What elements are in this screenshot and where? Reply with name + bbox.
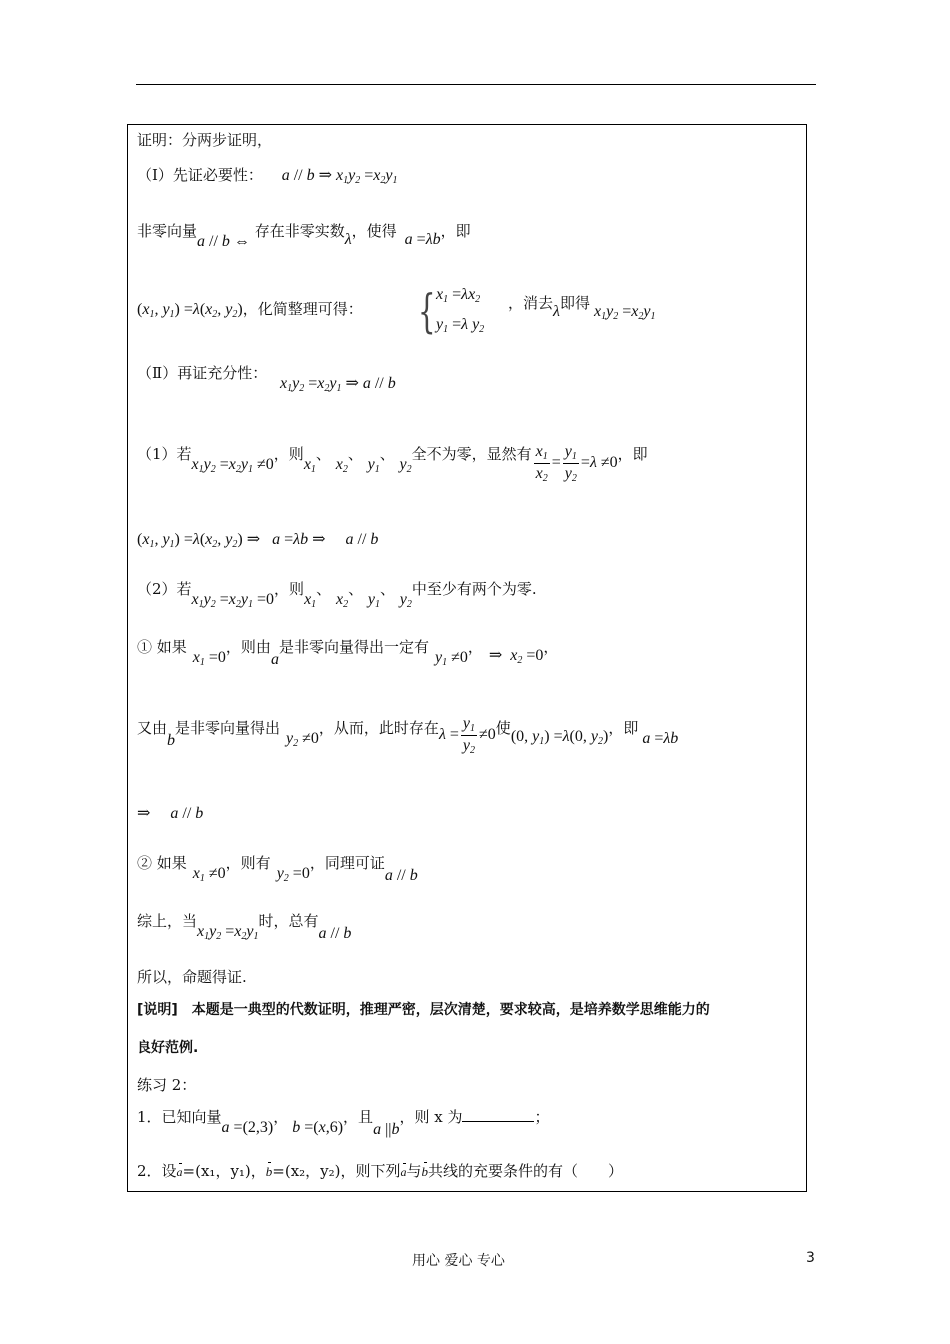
var-y1: $y_1$ [367,456,380,476]
formula-x1-zero: $x_1 =0$ [192,649,226,668]
q2-and: 与 [406,1162,422,1180]
sub1-nonzero: 是非零向量得出一定有 [278,638,429,656]
formula-coordinates: ($x_1$, $y_1) =\lambda(x_2$, $y_2$) [137,301,243,320]
symbol-lambda-2: λ [553,303,560,320]
case2-at-least-two: 中至少有两个为零. [411,580,537,598]
formula-necessity: a // b ⇒ $x_1y_2 =x_2y_1$ [281,167,398,186]
page-number: 3 [806,1250,815,1266]
case1-nonzero: 全不为零，显然有 [411,445,532,464]
var-a: a [270,651,279,668]
formula-case1-condition: $x_1y_2 =x_2y_1 \ne 0$ [191,456,274,476]
step1-line [137,166,397,187]
conclusion: 所以，命题得证. [137,968,247,986]
text-such-that: ，使得 [351,222,397,240]
case2-line [137,580,537,610]
formula-x2-zero: ⇒ $x_2 =0$ [488,647,544,666]
formula-parallel-2: a // b [384,867,418,884]
formula-a-parallel-b: a ||b [373,1121,400,1138]
sep-5: 、 [348,580,364,598]
formula-case2-condition: $x_1y_2 =x_2y_1 =0$ [191,591,275,610]
sub1b-nonzero: 是非零向量得出 [175,719,281,738]
exercise-q2 [137,1162,623,1180]
summary-line [137,912,352,942]
summary-always: 时，总有 [258,912,319,930]
var-x2: $x_2$ [335,456,348,476]
formula-a-vector: a =(2,3) [221,1119,274,1136]
text-ie: ，即 [440,222,471,240]
case1-if: （1）若 [137,445,192,464]
var-y1-b: $y_1$ [367,591,380,610]
step2-label: （Ⅱ）再证充分性： [137,364,268,382]
formula-a-lambda-b: a =λb [404,231,441,248]
formula-cross-product: $x_1y_2 =x_2y_1$ [593,303,656,322]
q1-known: 1．已知向量 [137,1108,222,1126]
formula-case1-result: ($x_1$, $y_1) =\lambda(x_2$, $y_2$) ⇒ a =λb ⇒ a // b [137,531,379,550]
sub1b-make: 使 [495,719,511,738]
text-obtain: 即得 [559,294,590,312]
symbol-lambda: λ [344,231,352,248]
note-text-2: 良好范例. [137,1040,199,1056]
sep-4: 、 [316,580,332,598]
var-y2: $y_2$ [399,456,412,476]
exercise-q1 [137,1108,550,1138]
q2-b-coords: =(x₂，y₂)，则下列 [272,1162,401,1180]
formula-parallel: a // b ⇔ [197,233,250,250]
sub1-line [137,638,559,668]
sub2-line [137,854,418,884]
case1-result-line [137,530,378,551]
formula-sufficiency: $x_1y_2 =x_2y_1$ ⇒ a // b [279,375,396,394]
exercise-title: 练习 2： [137,1076,197,1094]
sep-6: 、 [379,580,395,598]
formula-y1-nonzero: $y_1 \ne 0$ [434,649,468,668]
text-nonzero-vector: 非零向量 [137,222,198,240]
q1-comma: ， [273,1108,289,1126]
sub2-then: ，则有 [225,854,271,872]
vec-b: b [265,1164,273,1179]
summary-when: 综上，当 [137,912,198,930]
formula-y2-zero: $y_2 =0$ [276,865,310,884]
q1-semicolon: ； [534,1108,550,1126]
sub1-from: ，则由 [225,638,271,656]
var-y2-b: $y_2$ [399,591,412,610]
formula-ratio: $\frac{x_1}{x_2}$ = $\frac{y_1}{y_2}$ =λ ≠0 [535,443,618,484]
text-simplify: ，化简整理可得： [242,300,363,318]
step1-detail-line [137,222,471,250]
eliminate-text [508,294,656,322]
case1-line [137,434,648,484]
q1-x-is: ，则 x 为 [399,1108,463,1126]
var-x2-b: $x_2$ [335,591,349,610]
footer-slogan: 用心 爱心 专心 [412,1253,505,1269]
formula-x1-nonzero: $x_1 \ne 0$ [192,865,226,884]
vec-a-2: a [400,1165,407,1179]
q2-a-coords: =(x₁，y₁)， [182,1162,266,1180]
sub1-comma: ， [467,638,483,656]
formula-implies-parallel: ⇒ a // b [137,805,204,822]
q2-collinear: 共线的充要条件的有（ ） [428,1162,624,1180]
system-row-1: $x_1 =\lambda x_2$ [436,286,481,305]
sub1b-exists: ，从而，此时存在 [318,719,439,738]
formula-summary-condition: $x_1y_2 =x_2y_1$ [197,923,259,942]
sep-3: 、 [379,445,395,464]
step1-system-line [137,300,363,321]
formula-zero-coords: (0, $y_1) =\lambda(0$, $y_2$) [510,728,609,748]
vec-a: a [176,1165,183,1179]
brace-symbol: { [418,284,436,338]
answer-blank[interactable] [462,1109,534,1122]
sub1b-also: 又由 [137,719,168,738]
q2-let: 2．设 [137,1162,177,1180]
var-x1-b: $x_1$ [304,591,317,610]
sub2-similarly: ，同理可证 [309,854,385,872]
case1-then: ，则 [273,445,304,464]
case2-if: （2）若 [137,580,192,598]
sep-1: 、 [315,445,331,464]
header-rule [136,84,816,85]
formula-parallel-3: a // b [318,925,352,942]
formula-y2-nonzero: $y_2 \ne 0$ [286,730,319,750]
step2-line [137,364,396,394]
case1-ie: ，即 [617,445,648,464]
sub1b-line [137,708,679,756]
step1-label: （Ⅰ）先证必要性： [137,166,263,184]
proof-intro: 证明：分两步证明， [137,131,273,149]
case2-then: ，则 [274,580,305,598]
formula-a-lambda-b-2: a =λb [642,730,679,748]
system-row-2: $y_1 =\lambda$ $y_2$ [436,316,485,335]
sep-2: 、 [347,445,363,464]
text-eliminate: ，消去 [508,294,554,312]
formula-b-vector: b =(x,6) [292,1119,344,1136]
q1-and: ，且 [343,1108,374,1126]
text-exists-real: 存在非零实数 [254,222,345,240]
var-b: b [167,732,176,750]
sub1-if: ① 如果 [137,638,187,656]
sub2-if: ② 如果 [137,854,187,872]
formula-lambda-ratio: λ = $\frac{y_1}{y_2}$ ≠0 [438,715,496,756]
var-x1: $x_1$ [303,456,316,476]
note-text: [说明] 本题是一典型的代数证明，推理严密，层次清楚，要求较高，是培养数学思维能力的 [137,1002,710,1018]
sub1b-ie: ，即 [608,719,639,738]
implies-parallel-line [137,804,203,823]
sub1-comma-end: ， [543,638,559,656]
vec-b-2: b [421,1164,429,1179]
